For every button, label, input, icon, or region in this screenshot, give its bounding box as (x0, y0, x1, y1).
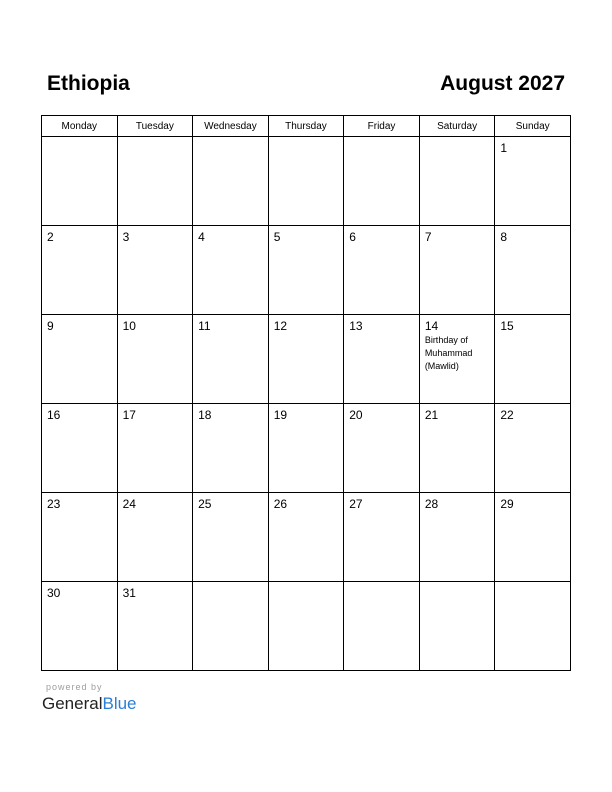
day-number: 15 (500, 319, 514, 333)
day-cell (268, 582, 344, 671)
day-cell (419, 137, 495, 226)
day-number: 14 (424, 319, 439, 333)
day-cell (495, 137, 571, 226)
day-number: 4 (198, 230, 205, 244)
day-number: 24 (122, 497, 136, 511)
day-number (193, 582, 268, 586)
day-number: 12 (273, 319, 288, 333)
day-cell (42, 404, 118, 493)
logo-blue-text: Blue (102, 694, 137, 713)
day-cell (117, 582, 193, 671)
day-number: 13 (349, 319, 363, 333)
day-number: 31 (122, 586, 136, 600)
calendar-grid (41, 115, 571, 671)
day-number: 23 (47, 497, 61, 511)
week-row (42, 226, 571, 315)
day-cell (268, 493, 344, 582)
weekday-header: Friday (344, 116, 420, 137)
day-cell (42, 582, 118, 671)
weekday-header: Wednesday (193, 116, 269, 137)
day-number: 11 (198, 319, 211, 333)
day-cell (495, 582, 571, 671)
day-cell (117, 315, 193, 404)
day-cell (419, 404, 495, 493)
day-number (118, 137, 193, 141)
day-number: 19 (273, 408, 288, 422)
week-row (42, 493, 571, 582)
day-number: 9 (47, 319, 54, 333)
day-cell (42, 226, 118, 315)
day-number: 30 (47, 586, 61, 600)
month-year-title: August 2027 (440, 72, 565, 95)
day-number (269, 137, 344, 141)
weekday-header: Thursday (268, 116, 344, 137)
day-cell (42, 493, 118, 582)
day-cell (344, 404, 420, 493)
day-number (193, 137, 268, 141)
weekday-header: Saturday (419, 116, 495, 137)
weekday-header: Monday (42, 116, 118, 137)
week-row (42, 404, 571, 493)
week-row (42, 137, 571, 226)
day-number (420, 582, 495, 586)
week-row (42, 315, 571, 404)
day-cell (495, 493, 571, 582)
day-number: 2 (47, 230, 54, 244)
day-cell (344, 137, 420, 226)
day-number: 22 (500, 408, 514, 422)
day-cell (268, 226, 344, 315)
country-title: Ethiopia (47, 72, 130, 95)
day-cell (268, 404, 344, 493)
day-cell (344, 315, 420, 404)
day-number: 7 (424, 230, 432, 244)
day-cell (268, 137, 344, 226)
day-cell (344, 226, 420, 315)
day-number: 8 (500, 230, 508, 244)
day-number: 28 (424, 497, 439, 511)
day-number (269, 582, 344, 586)
day-cell (193, 582, 269, 671)
day-cell (344, 493, 420, 582)
weekday-header: Sunday (495, 116, 571, 137)
day-cell (268, 315, 344, 404)
day-cell (193, 493, 269, 582)
day-number: 5 (273, 230, 281, 244)
day-cell (193, 226, 269, 315)
weekday-header: Tuesday (117, 116, 193, 137)
powered-by-label: powered by (46, 682, 103, 692)
day-cell (419, 226, 495, 315)
day-cell (42, 137, 118, 226)
day-number (420, 137, 495, 141)
day-cell (193, 404, 269, 493)
weekday-header-row (42, 116, 571, 137)
day-cell (419, 493, 495, 582)
day-number: 26 (273, 497, 288, 511)
day-cell (419, 582, 495, 671)
day-number: 6 (349, 230, 356, 244)
day-cell (344, 582, 420, 671)
day-number: 16 (47, 408, 61, 422)
day-cell (117, 226, 193, 315)
day-number (344, 582, 419, 586)
day-cell (193, 315, 269, 404)
generalblue-logo[interactable] (42, 694, 137, 714)
day-cell (193, 137, 269, 226)
day-cell (117, 404, 193, 493)
day-cell (495, 226, 571, 315)
day-number: 1 (500, 141, 508, 155)
day-number (344, 137, 419, 141)
day-cell (117, 493, 193, 582)
week-row (42, 582, 571, 671)
day-number: 21 (424, 408, 439, 422)
day-number: 20 (349, 408, 363, 422)
day-cell (495, 404, 571, 493)
day-cell (42, 315, 118, 404)
day-number: 17 (122, 408, 136, 422)
day-number: 18 (198, 408, 212, 422)
day-number (42, 137, 117, 141)
day-cell (117, 137, 193, 226)
logo-general-text: General (42, 694, 103, 713)
day-number: 10 (122, 319, 136, 333)
day-number (495, 582, 570, 586)
day-number: 27 (349, 497, 363, 511)
day-number: 3 (122, 230, 130, 244)
day-number: 29 (500, 497, 514, 511)
holiday-label: Birthday of Muhammad (Mawlid) (424, 335, 473, 371)
day-cell (495, 315, 571, 404)
day-cell (419, 315, 495, 404)
day-number: 25 (198, 497, 212, 511)
